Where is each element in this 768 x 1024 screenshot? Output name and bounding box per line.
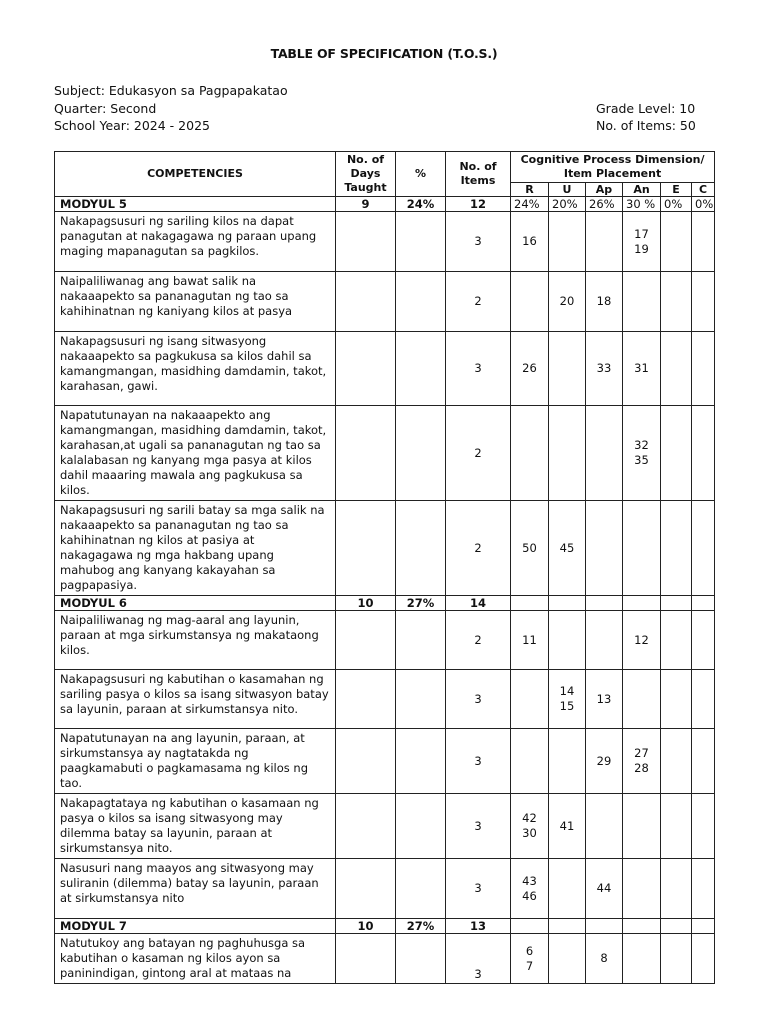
item-placement (623, 934, 661, 984)
empty-cell (396, 611, 446, 670)
competency-row (55, 611, 715, 670)
competency-items: 3 (446, 212, 511, 272)
empty-cell (396, 212, 446, 272)
header-days: No. of Days Taught (336, 152, 396, 197)
empty-cell (396, 859, 446, 919)
item-placement (661, 406, 692, 501)
item-placement: 16 (511, 212, 549, 272)
module-level-percent (623, 919, 661, 934)
empty-cell (336, 729, 396, 794)
item-placement (692, 272, 715, 332)
item-placement (511, 670, 549, 729)
module-row (55, 919, 715, 934)
item-placement: 50 (511, 501, 549, 596)
competency-text: Nasusuri nang maayos ang sitwasyong may suliranin (dilemma) batay sa layunin, paraan at sirkumstansya nito (55, 859, 336, 919)
item-placement: 17 19 (623, 212, 661, 272)
competency-row (55, 794, 715, 859)
item-placement: 12 (623, 611, 661, 670)
subject-label: Subject: Edukasyon sa Pagpapakatao (54, 83, 288, 98)
item-placement (623, 794, 661, 859)
item-placement (549, 332, 586, 406)
header-level-u: U (549, 183, 586, 197)
item-placement (692, 729, 715, 794)
module-items: 14 (446, 596, 511, 611)
module-level-percent: 24% (511, 197, 549, 212)
item-placement (692, 794, 715, 859)
item-placement: 41 (549, 794, 586, 859)
empty-cell (396, 670, 446, 729)
empty-cell (336, 611, 396, 670)
item-placement (511, 729, 549, 794)
competency-items: 2 (446, 406, 511, 501)
module-row (55, 197, 715, 212)
empty-cell (396, 272, 446, 332)
item-placement (586, 212, 623, 272)
header-items: No. of Items (446, 152, 511, 197)
item-placement (692, 670, 715, 729)
header-cognitive: Cognitive Process Dimension/ Item Placement (511, 152, 715, 183)
module-items: 13 (446, 919, 511, 934)
tos-table (54, 151, 715, 984)
empty-cell (336, 406, 396, 501)
empty-cell (396, 934, 446, 984)
empty-cell (396, 794, 446, 859)
empty-cell (336, 272, 396, 332)
item-placement (623, 272, 661, 332)
item-placement (692, 501, 715, 596)
competency-items: 2 (446, 501, 511, 596)
module-level-percent (586, 919, 623, 934)
module-level-percent (623, 596, 661, 611)
competency-items: 3 (446, 859, 511, 919)
module-name: MODYUL 5 (55, 197, 336, 212)
empty-cell (396, 332, 446, 406)
competency-items: 3 (446, 729, 511, 794)
item-placement (549, 859, 586, 919)
competency-row (55, 670, 715, 729)
table-body (55, 197, 715, 984)
item-placement (586, 406, 623, 501)
item-placement: 42 30 (511, 794, 549, 859)
competency-row (55, 729, 715, 794)
module-percent: 27% (396, 919, 446, 934)
document-meta (54, 83, 714, 136)
module-level-percent: 0% (692, 197, 715, 212)
item-placement: 11 (511, 611, 549, 670)
competency-items: 2 (446, 611, 511, 670)
competency-items: 3 (446, 332, 511, 406)
module-level-percent (692, 919, 715, 934)
item-placement: 45 (549, 501, 586, 596)
competency-text: Nakapagtataya ng kabutihan o kasamaan ng pasya o kilos sa isang sitwasyong may dilemma batay sa layunin, paraan at sirkumstansya nito. (55, 794, 336, 859)
item-placement (623, 859, 661, 919)
header-level-e: E (661, 183, 692, 197)
item-placement: 8 (586, 934, 623, 984)
item-placement: 18 (586, 272, 623, 332)
competency-row (55, 859, 715, 919)
empty-cell (396, 406, 446, 501)
competency-row (55, 332, 715, 406)
empty-cell (336, 859, 396, 919)
competency-items: 3 (446, 670, 511, 729)
header-level-c: C (692, 183, 715, 197)
competency-text: Napatutunayan na nakaaapekto ang kamangmangan, masidhing damdamin, takot, karahasan,at ugali sa pananagutan ng tao sa kalalabasan ng kanyang mga pasya at kilos dahil maaaring mawala ang pagkukusa sa kilos. (55, 406, 336, 501)
competency-row (55, 501, 715, 596)
item-placement (661, 501, 692, 596)
item-placement (661, 611, 692, 670)
empty-cell (336, 670, 396, 729)
empty-cell (336, 332, 396, 406)
item-placement (549, 611, 586, 670)
competency-text: Nakapagsusuri ng kabutihan o kasamahan ng sariling pasya o kilos sa isang sitwasyon batay sa layunin, paraan at sirkumstansya nito. (55, 670, 336, 729)
module-level-percent (511, 919, 549, 934)
item-placement (661, 212, 692, 272)
module-days: 9 (336, 197, 396, 212)
competency-text: Naipaliliwanag ng mag-aaral ang layunin, paraan at mga sirkumstansya ng makataong kilos. (55, 611, 336, 670)
module-name: MODYUL 6 (55, 596, 336, 611)
module-level-percent (692, 596, 715, 611)
item-placement (623, 501, 661, 596)
competency-row (55, 272, 715, 332)
empty-cell (336, 212, 396, 272)
item-placement: 14 15 (549, 670, 586, 729)
item-placement (586, 501, 623, 596)
module-percent: 24% (396, 197, 446, 212)
competency-text: Napatutunayan na ang layunin, paraan, at sirkumstansya ay nagtatakda ng paagkamabuti o pagkamasama ng kilos ng tao. (55, 729, 336, 794)
item-placement (549, 212, 586, 272)
module-level-percent: 30 % (623, 197, 661, 212)
item-placement: 44 (586, 859, 623, 919)
item-placement (549, 406, 586, 501)
competency-row (55, 212, 715, 272)
module-level-percent (661, 596, 692, 611)
item-placement (692, 332, 715, 406)
empty-cell (396, 501, 446, 596)
module-level-percent (549, 596, 586, 611)
item-placement (661, 934, 692, 984)
item-placement: 6 7 (511, 934, 549, 984)
item-placement: 33 (586, 332, 623, 406)
module-level-percent (549, 919, 586, 934)
competency-text: Naipaliliwanag ang bawat salik na nakaaapekto sa pananagutan ng tao sa kahihinatnan ng kaniyang kilos at pasya (55, 272, 336, 332)
page-title: TABLE OF SPECIFICATION (T.O.S.) (270, 46, 498, 61)
item-placement (661, 729, 692, 794)
item-placement (549, 934, 586, 984)
item-placement (661, 332, 692, 406)
item-placement (661, 670, 692, 729)
module-level-percent: 0% (661, 197, 692, 212)
competency-row (55, 934, 715, 984)
item-placement: 26 (511, 332, 549, 406)
item-placement (549, 729, 586, 794)
module-level-percent: 26% (586, 197, 623, 212)
competency-items: 2 (446, 272, 511, 332)
quarter-label: Quarter: Second (54, 100, 157, 116)
header-percent: % (396, 152, 446, 197)
item-placement (586, 794, 623, 859)
competency-items: 3 (446, 934, 511, 984)
empty-cell (336, 501, 396, 596)
module-row (55, 596, 715, 611)
item-placement (692, 406, 715, 501)
school-year-label: School Year: 2024 - 2025 (54, 118, 210, 133)
item-placement: 43 46 (511, 859, 549, 919)
header-level-r: R (511, 183, 549, 197)
competency-text: Nakapagsusuri ng isang sitwasyong nakaaapekto sa pagkukusa sa kilos dahil sa kamangmangan, masidhing damdamin, takot, karahasan, gawi. (55, 332, 336, 406)
item-placement: 31 (623, 332, 661, 406)
item-placement: 29 (586, 729, 623, 794)
item-placement (661, 859, 692, 919)
module-name: MODYUL 7 (55, 919, 336, 934)
module-days: 10 (336, 919, 396, 934)
empty-cell (336, 794, 396, 859)
item-placement (692, 212, 715, 272)
item-placement (511, 406, 549, 501)
item-placement (586, 611, 623, 670)
item-placement (511, 272, 549, 332)
item-placement: 20 (549, 272, 586, 332)
item-placement (692, 859, 715, 919)
item-placement (661, 272, 692, 332)
grade-level-label: Grade Level: 10 (596, 100, 696, 116)
empty-cell (336, 934, 396, 984)
competency-text: Natutukoy ang batayan ng paghuhusga sa kabutihan o kasaman ng kilos ayon sa paninindigan, gintong aral at mataas na (55, 934, 336, 984)
item-placement: 13 (586, 670, 623, 729)
item-placement: 32 35 (623, 406, 661, 501)
module-percent: 27% (396, 596, 446, 611)
module-level-percent: 20% (549, 197, 586, 212)
competency-row (55, 406, 715, 501)
module-level-percent (586, 596, 623, 611)
item-placement (692, 934, 715, 984)
header-level-ap: Ap (586, 183, 623, 197)
item-placement (692, 611, 715, 670)
competency-text: Nakapagsusuri ng sariling kilos na dapat panagutan at nakagagawa ng paraan upang maging mapanagutan sa pagkilos. (55, 212, 336, 272)
module-days: 10 (336, 596, 396, 611)
module-level-percent (661, 919, 692, 934)
item-placement (661, 794, 692, 859)
header-level-an: An (623, 183, 661, 197)
competency-items: 3 (446, 794, 511, 859)
header-competencies: COMPETENCIES (55, 152, 336, 197)
item-placement (623, 670, 661, 729)
module-level-percent (511, 596, 549, 611)
module-items: 12 (446, 197, 511, 212)
competency-text: Nakapagsusuri ng sarili batay sa mga salik na nakaaapekto sa pananagutan ng tao sa kahihinatnan ng kilos at pasiya at nakagagawa ng mga hakbang upang mahubog ang kanyang kakayahan sa pagpapasiya. (55, 501, 336, 596)
item-placement: 27 28 (623, 729, 661, 794)
no-of-items-label: No. of Items: 50 (596, 118, 696, 133)
empty-cell (396, 729, 446, 794)
